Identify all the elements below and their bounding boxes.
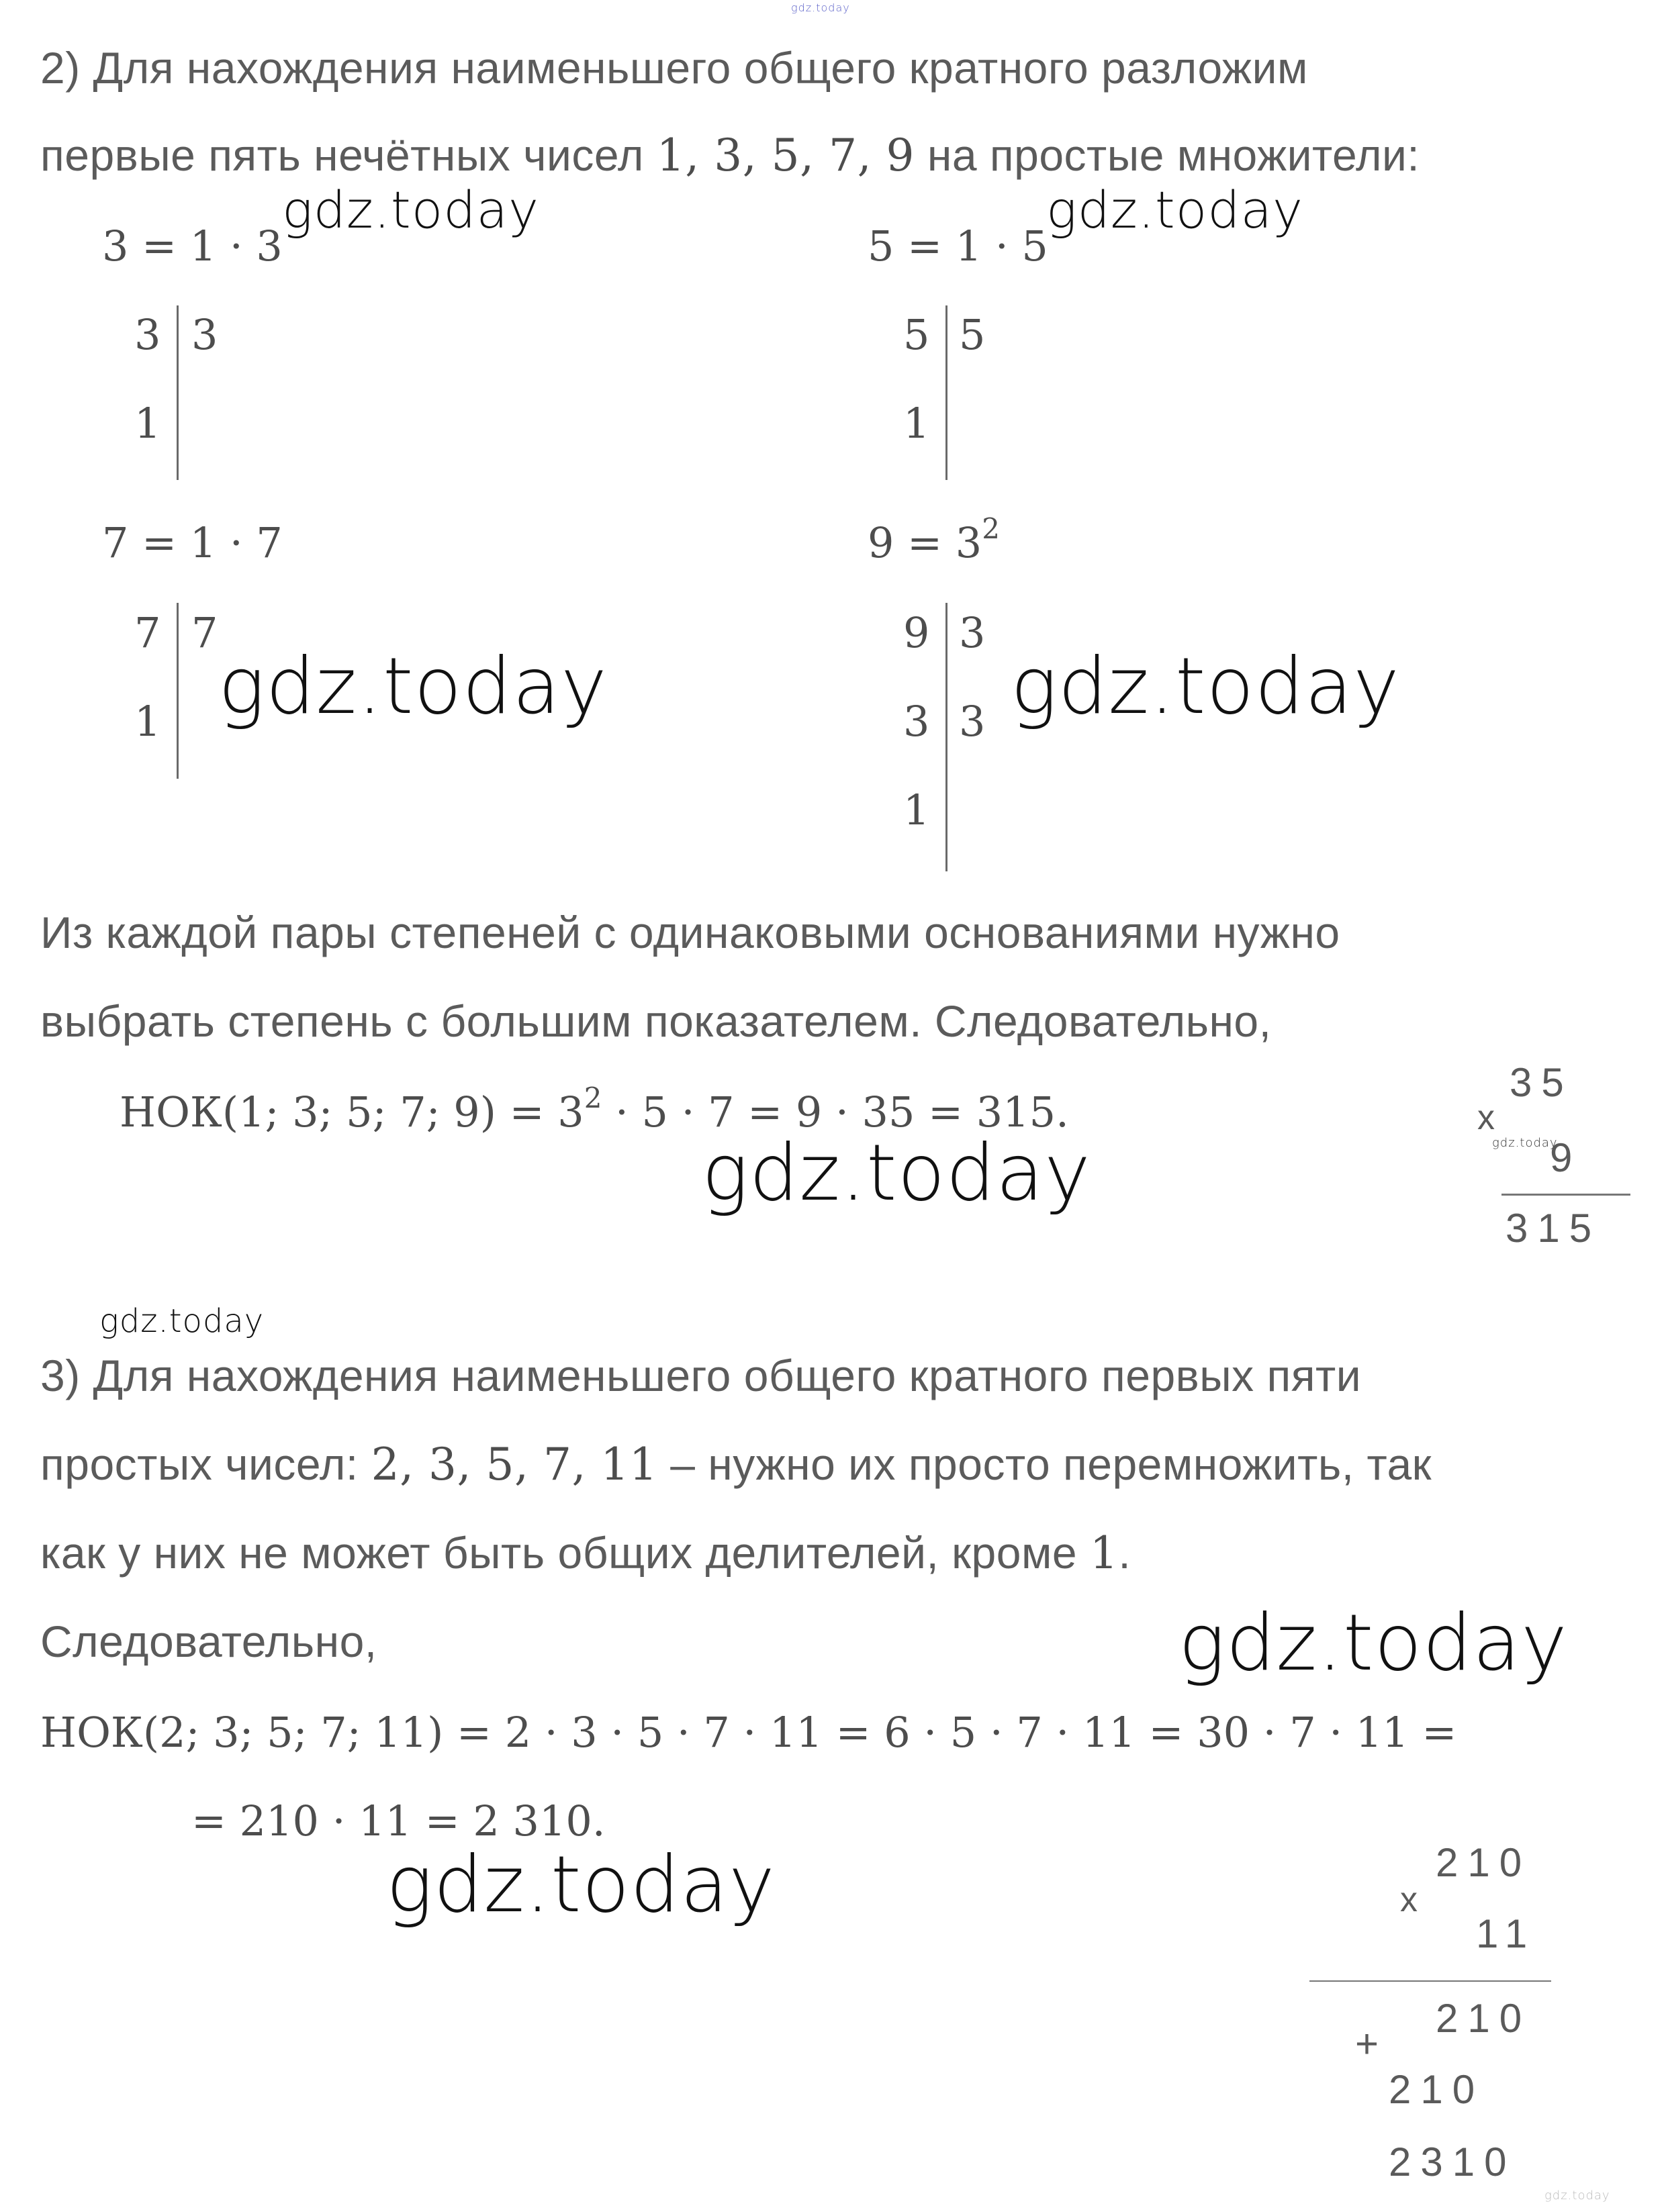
watermark-1: gdz.today xyxy=(282,180,539,240)
part2-lcm-exp: 2 xyxy=(584,1081,602,1114)
part2-line2-prefix: первые пять нечётных чисел xyxy=(40,130,657,180)
part3-line3-prefix: как у них не может быть общих делителей, кроме xyxy=(40,1528,1090,1578)
mult2-result: 2310 xyxy=(1389,2139,1516,2184)
factor-5-left-1: 1 xyxy=(903,399,930,448)
mult1-rule xyxy=(1501,1194,1630,1196)
part2-line2 xyxy=(40,130,1420,181)
factor-3-right-0: 3 xyxy=(191,310,218,359)
factor-3-equation: 3 = 1 · 3 xyxy=(102,222,283,271)
part2-line1: 2) Для нахождения наименьшего общего кратного разложим xyxy=(40,43,1308,93)
part3-line2-prefix: простых чисел: xyxy=(40,1439,371,1489)
mult2-rule xyxy=(1309,1980,1551,1982)
part3-line4: Следовательно, xyxy=(40,1617,377,1666)
factor-5-divider xyxy=(945,305,947,480)
part3-line3 xyxy=(40,1527,1131,1579)
factor-9-left-1: 3 xyxy=(903,697,930,746)
part3-line2-suffix: – нужно их просто перемножить, так xyxy=(657,1439,1432,1489)
factor-9-right-0: 3 xyxy=(959,608,986,657)
factor-7-left-0: 7 xyxy=(134,608,161,657)
watermark-6: gdz.today xyxy=(1492,1136,1558,1150)
mult2-partial2: 210 xyxy=(1389,2067,1485,2112)
watermark-3: gdz.today xyxy=(218,641,608,732)
part2-line2-suffix: на простые множители: xyxy=(915,130,1420,180)
part2-lcm-a: НОК(1; 3; 5; 7; 9) = 3 xyxy=(120,1088,584,1137)
mult2-plus: + xyxy=(1355,2021,1389,2066)
part2-conclusion-line1: Из каждой пары степеней с одинаковыми основаниями нужно xyxy=(40,908,1340,957)
part3-line1: 3) Для нахождения наименьшего общего кратного первых пяти xyxy=(40,1351,1362,1400)
factor-3-divider xyxy=(177,305,179,480)
watermark-4: gdz.today xyxy=(1011,641,1400,732)
watermark-7: gdz.today xyxy=(99,1302,265,1340)
mult1-bottom: 9 xyxy=(1550,1135,1582,1180)
part3-line2-nums: 2, 3, 5, 7, 11 xyxy=(371,1439,658,1490)
part2-lcm-b: · 5 · 7 = 9 · 35 = 315. xyxy=(602,1088,1069,1137)
watermark-10: gdz.today xyxy=(1544,2189,1610,2203)
factor-5-left-0: 5 xyxy=(903,310,930,359)
watermark-top: gdz.today xyxy=(791,1,850,14)
part2-conclusion-line2: выбрать степень с большим показателем. Следовательно, xyxy=(40,996,1272,1046)
factor-9-divider xyxy=(945,603,947,871)
mult1-result: 315 xyxy=(1506,1206,1602,1251)
factor-9-left-2: 1 xyxy=(903,785,930,834)
mult1-sign: x xyxy=(1477,1098,1504,1137)
factor-7-divider xyxy=(177,603,179,779)
part3-lcm-line2: = 210 · 11 = 2 310. xyxy=(191,1796,606,1845)
factor-9-base: 9 = 3 xyxy=(868,518,982,567)
watermark-8: gdz.today xyxy=(1178,1598,1568,1688)
factor-7-right-0: 7 xyxy=(191,608,218,657)
watermark-5: gdz.today xyxy=(702,1128,1091,1218)
mult2-top: 210 xyxy=(1436,1840,1532,1885)
factor-9-equation xyxy=(868,512,1000,567)
mult2-bottom: 11 xyxy=(1476,1911,1537,1956)
mult1-top: 35 xyxy=(1510,1060,1573,1105)
factor-5-equation: 5 = 1 · 5 xyxy=(868,222,1048,271)
factor-7-left-1: 1 xyxy=(134,697,161,746)
watermark-2: gdz.today xyxy=(1046,180,1303,240)
mult2-partial1: 210 xyxy=(1436,1996,1532,2041)
part3-line2 xyxy=(40,1439,1432,1490)
part2-line2-nums: 1, 3, 5, 7, 9 xyxy=(656,130,915,181)
factor-9-right-1: 3 xyxy=(959,697,986,746)
factor-3-left-0: 3 xyxy=(134,310,161,359)
factor-9-left-0: 9 xyxy=(903,608,930,657)
factor-7-equation: 7 = 1 · 7 xyxy=(102,518,283,567)
part3-line3-suffix: . xyxy=(1118,1528,1131,1578)
factor-3-left-1: 1 xyxy=(134,399,161,448)
mult2-sign: x xyxy=(1400,1880,1427,1919)
part3-lcm-line1: НОК(2; 3; 5; 7; 11) = 2 · 3 · 5 · 7 · 11 = 6 · 5 · 7 · 11 = 30 · 7 · 11 = xyxy=(40,1708,1457,1757)
factor-9-exponent: 2 xyxy=(982,512,1000,545)
part3-line3-num: 1 xyxy=(1089,1527,1119,1579)
watermark-9: gdz.today xyxy=(386,1839,776,1930)
factor-5-right-0: 5 xyxy=(959,310,986,359)
